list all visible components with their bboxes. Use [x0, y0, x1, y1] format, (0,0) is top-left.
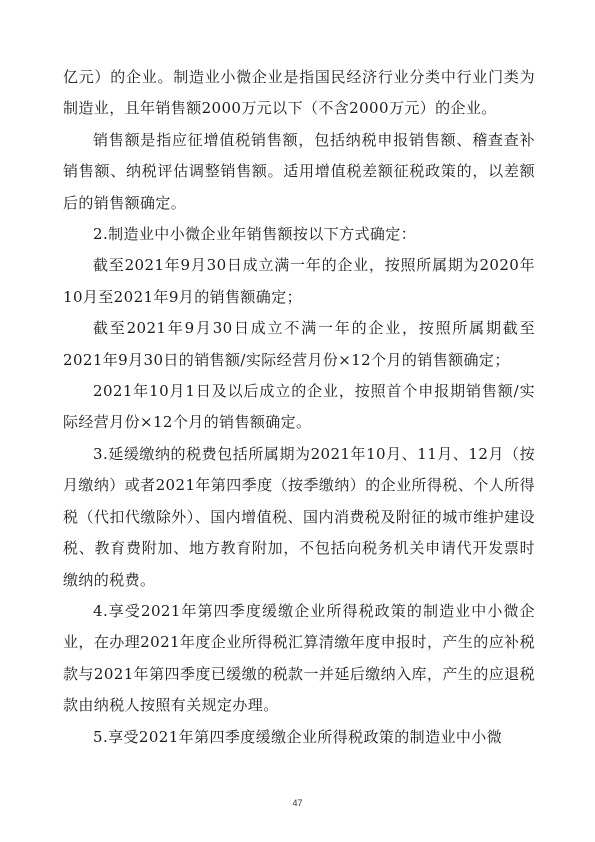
paragraph-item-2-heading: 2.制造业中小微企业年销售额按以下方式确定：	[93, 225, 417, 244]
paragraph-item-2-case-3: 2021年10月1日及以后成立的企业，按照首个申报期销售额/实际经营月份×12个月的销售额确定。	[63, 382, 535, 432]
document-body	[63, 62, 535, 753]
paragraph-item-2-case-2: 截至2021年9月30日成立不满一年的企业，按照所属期截至2021年9月30日的销售额/实际经营月份×12个月的销售额确定；	[63, 319, 535, 369]
paragraph-item-2-case-1: 截至2021年9月30日成立满一年的企业，按照所属期为2020年10月至2021年9月的销售额确定；	[63, 256, 535, 306]
paragraph-item-3: 3.延缓缴纳的税费包括所属期为2021年10月、11月、12月（按月缴纳）或者2021年第四季度（按季缴纳）的企业所得税、个人所得税（代扣代缴除外）、国内增值税、国内消费税及附征的城市维护建设税、教育费附加、地方教育附加，不包括向税务机关申请代开发票时缴纳的税费。	[63, 444, 535, 589]
page-number: 47	[292, 798, 303, 808]
paragraph-continued-definition: 亿元）的企业。制造业小微企业是指国民经济行业分类中行业门类为制造业，且年销售额2000万元以下（不含2000万元）的企业。	[63, 68, 535, 118]
paragraph-sales-definition: 销售额是指应征增值税销售额，包括纳税申报销售额、稽查查补销售额、纳税评估调整销售额。适用增值税差额征税政策的，以差额后的销售额确定。	[63, 130, 535, 212]
paragraph-item-4: 4.享受2021年第四季度缓缴企业所得税政策的制造业中小微企业，在办理2021年度企业所得税汇算清缴年度申报时，产生的应补税款与2021年第四季度已缓缴的税款一并延后缴纳入库，产生的应退税款由纳税人按照有关规定办理。	[63, 601, 535, 715]
paragraph-item-5: 5.享受2021年第四季度缓缴企业所得税政策的制造业中小微	[93, 727, 503, 746]
